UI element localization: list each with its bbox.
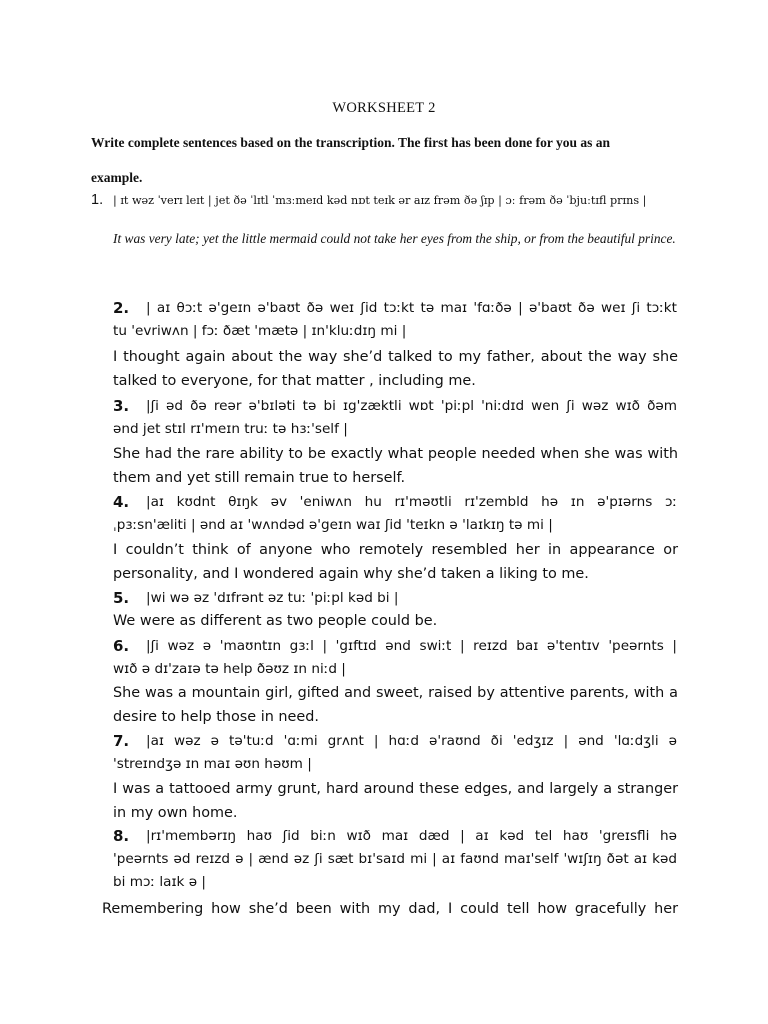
example-number: 1. xyxy=(91,192,104,208)
transcription-line: ənd jet stɪl rɪ'meɪn truː tə hɜː'self | xyxy=(113,421,348,437)
item-7-transcription xyxy=(113,730,677,776)
transcription-line: 'peərnts əd reɪzd ə | ænd əz ʃi sæt bɪ'saɪd mi | aɪ faʊnd maɪ'self 'wɪʃɪŋ ðət aɪ kəd bi mɔː laɪk ə | xyxy=(113,851,677,890)
item-2-answer: I thought again about the way she’d talked to my father, about the way she talked to everyone, for that matter , including me. xyxy=(113,349,678,389)
item-4-transcription xyxy=(113,491,677,537)
example-transcription: | ɪt wəz ˈverɪ leɪt | jet ðə ˈlɪtl ˈmɜːmeɪd kəd nɒt teɪk ər aɪz frəm ðə ʃɪp | ɔː frəm ðə ˈbjuːtɪfl prɪns | xyxy=(113,194,647,207)
item-number: 2. xyxy=(113,299,130,317)
instructions-line-1: Write complete sentences based on the transcription. The first has been done for you as an xyxy=(91,135,610,150)
item-number: 8. xyxy=(113,827,130,845)
item-8-transcription xyxy=(113,825,677,894)
item-4-answer: I couldn’t think of anyone who remotely resembled her in appearance or personality, and I wondered again why she’d taken a liking to me. xyxy=(113,542,678,582)
worksheet-title: WORKSHEET 2 xyxy=(332,100,436,116)
example-answer: It was very late; yet the little mermaid could not take her eyes from the ship, or from the beautiful prince. xyxy=(113,231,676,246)
transcription-line: |rɪ'membərɪŋ haʊ ʃid biːn wɪð maɪ dæd | aɪ kəd tel haʊ 'greɪsfli hə xyxy=(146,828,677,844)
item-number: 5. xyxy=(113,589,130,607)
item-number: 3. xyxy=(113,397,130,415)
item-3-answer: She had the rare ability to be exactly what people needed when she was with them and yet still remain true to herself. xyxy=(113,446,678,486)
transcription-line: | aɪ θɔːt ə'geɪn ə'baʊt ðə weɪ ʃid tɔːkt tə maɪ 'fɑːðə | ə'baʊt ðə weɪ ʃi tɔːkt xyxy=(146,300,677,316)
item-7-answer: I was a tattooed army grunt, hard around these edges, and largely a stranger in my own home. xyxy=(113,781,678,821)
transcription-line: ˌpɜːsn'æliti | ənd aɪ 'wʌndəd ə'geɪn waɪ ʃid 'teɪkn ə 'laɪkɪŋ tə mi | xyxy=(113,517,553,533)
item-number: 6. xyxy=(113,637,130,655)
instructions-line-2: example. xyxy=(91,170,143,185)
transcription-line: tu 'evriwʌn | fɔː ðæt 'mætə | ɪn'kluːdɪŋ mi | xyxy=(113,323,407,339)
item-8-answer: Remembering how she’d been with my dad, I could tell how gracefully her xyxy=(102,901,678,917)
item-2-transcription xyxy=(113,297,677,343)
transcription-line: |ʃi əd ðə reər ə'bɪləti tə bi ɪg'zæktli wɒt 'piːpl 'niːdɪd wen ʃi wəz wɪð ðəm xyxy=(146,398,677,414)
item-6-transcription xyxy=(113,635,677,681)
item-3-transcription xyxy=(113,395,677,441)
item-5-transcription xyxy=(113,587,677,610)
transcription-line: |aɪ wəz ə tə'tuːd 'ɑːmi grʌnt | hɑːd ə'raʊnd ði 'edʒɪz | ənd 'lɑːdʒli ə xyxy=(146,733,677,749)
transcription-line: |wi wə əz 'dɪfrənt əz tuː 'piːpl kəd bi | xyxy=(146,590,399,606)
item-5-answer: We were as different as two people could be. xyxy=(113,613,438,629)
transcription-line: wɪð ə dɪ'zaɪə tə help ðəʊz ɪn niːd | xyxy=(113,661,346,677)
item-6-answer: She was a mountain girl, gifted and sweet, raised by attentive parents, with a desire to help those in need. xyxy=(113,685,678,725)
transcription-line: |ʃi wəz ə 'maʊntɪn gɜːl | 'gɪftɪd ənd swiːt | reɪzd baɪ ə'tentɪv 'peərnts | xyxy=(146,638,677,654)
item-number: 4. xyxy=(113,493,130,511)
item-number: 7. xyxy=(113,732,130,750)
transcription-line: 'streɪndʒə ɪn maɪ əʊn həʊm | xyxy=(113,756,312,772)
transcription-line: |aɪ kʊdnt θɪŋk əv 'eniwʌn hu rɪ'məʊtli rɪ'zembld hə ɪn ə'pɪərns ɔː xyxy=(146,494,677,510)
